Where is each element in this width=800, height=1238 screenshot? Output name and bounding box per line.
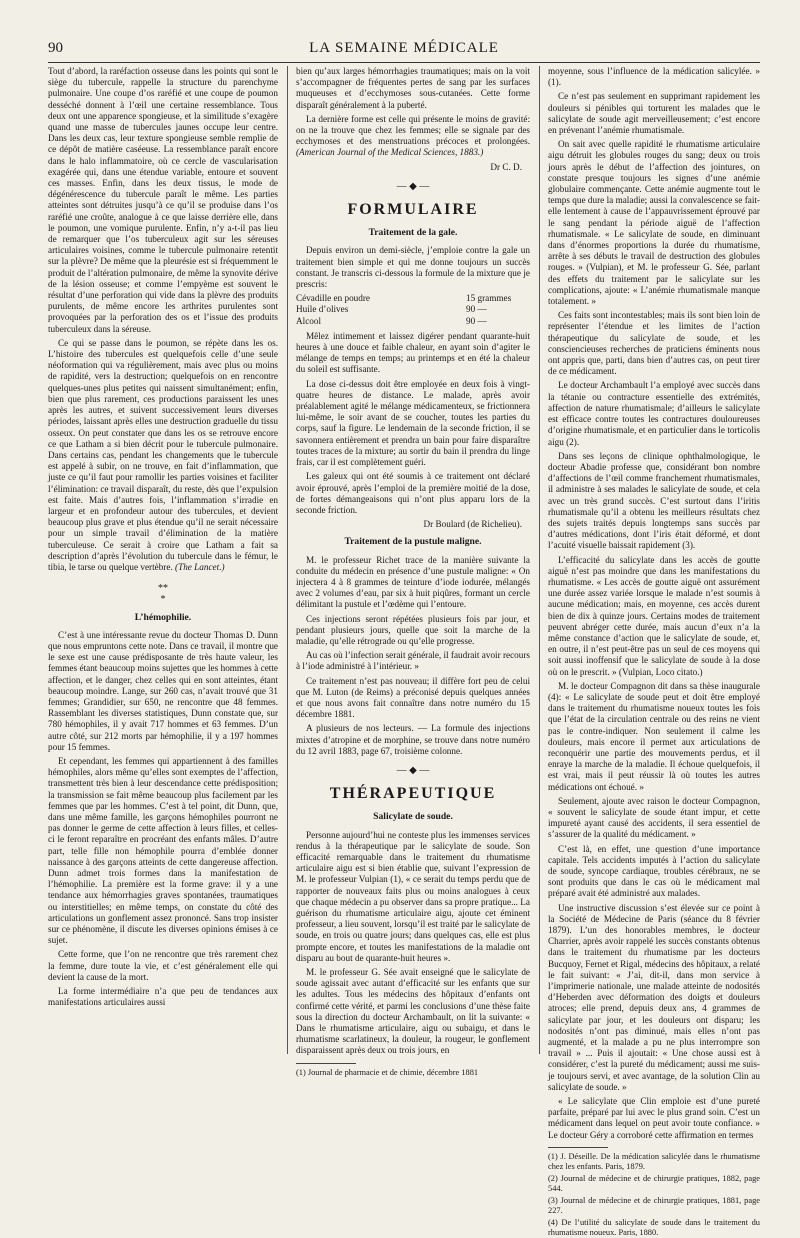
footnote-rule bbox=[548, 1147, 608, 1148]
paragraph: Dans ses leçons de clinique ophthalmologique, le docteur Abadie professe que, considérant bon nombre d’affections de l’œil comme franchement rhumatismales, il administre à ses malades le salicylate de soude, et cela avec un très grand succès. C’est surtout dans l’iritis rhumatismale qu’il a obtenu les meilleurs résultats chez des sujets traités depuis longtemps sans succès par d’autres médications, dont l’iris était déformé, et dont l’acuité visuelle baissait rapidement (3). bbox=[548, 450, 760, 551]
footnote: (4) De l’utilité du salicylate de soude dans le traitement du rhumatisme noueux. Paris, 1880. bbox=[548, 1217, 760, 1237]
paragraph: C’est à une intéressante revue du docteur Thomas D. Dunn que nous empruntons cette note. Dans ce travail, il montre que le sexe est une cause prédisposante de très haute valeur, les femmes étant beaucoup moins sujettes que les hommes à cette affection, et le danger, chez celles qui en sont atteintes, étant beaucoup moindre. Lange, sur 260 cas, n’avait trouvé que 31 femmes; Grandidier, sur 650, ne rencontre que 48 femmes. Rassemblant les diverses statistiques, Dunn constate que, sur 780 hémophiles, il y avait 717 hommes et 63 femmes. D’un autre côté, sur 212 morts par hémophilie, il y a 197 hommes pour 15 femmes. bbox=[48, 629, 278, 752]
source-citation: (The Lancet.) bbox=[175, 561, 225, 572]
recipe-row bbox=[296, 293, 530, 304]
ornament-separator: — ◆ — bbox=[396, 764, 430, 776]
star: * bbox=[158, 583, 163, 595]
paragraph: Ces injections seront répétées plusieurs fois par jour, et pendant plusieurs jours, quelle que soit la marche de la maladie, qu’elle rétrograde ou qu’elle progresse. bbox=[296, 613, 530, 646]
paragraph: M. le professeur Richet trace de la manière suivante la conduite du médecin en présence d’une pustule maligne: « On injectera 4 à 8 grammes de teinture d’iode iodurée, mélangés avec 2 volumes d’eau, par six à huit piqûres, formant un cercle délimitant la pustule et l’œdème qui l’entoure. bbox=[296, 554, 530, 610]
column-divider bbox=[539, 66, 540, 1054]
paragraph: Ce traitement n’est pas nouveau; il diffère fort peu de celui que M. Luton (de Reims) a préconisé depuis quelques années et que nous avons fait connaître dans notre numéro du 15 décembre 1881. bbox=[296, 675, 530, 720]
footnote: (3) Journal de médecine et de chirurgie pratiques, 1881, page 227. bbox=[548, 1195, 760, 1215]
star: * bbox=[163, 583, 168, 595]
paragraph: Les galeux qui ont été soumis à ce traitement ont déclaré avoir éprouvé, après l’emploi de la première moitié de la dose, de fortes démangeaisons qui n’ont plus apparu lors de la seconde friction. bbox=[296, 471, 530, 515]
paragraph bbox=[296, 114, 530, 159]
signature: Dr C. D. bbox=[490, 161, 522, 172]
paragraph: Une instructive discussion s’est élevée sur ce point à la Société de Médecine de Paris (séance du 8 février 1879). L’un des honorables membres, le docteur Charrier, après avoir rappelé les succès constants obtenus dans le traitement du rhumatisme par les docteurs Bucquoy, Fernet et Rigal, médecins des hôpitaux, a relaté le fait suivant: « J’ai, dit-il, dans mon service à l’imprimerie nationale, une malade atteinte de nodosités d’Heberden avec déformation des doigts et douleurs atroces; elle prend, depuis deux ans, 4 grammes de salicylate par jour, et les douleurs ont disparu; les nodosités n’ont pas diminué, mais elles n’ont pas augmenté, et la malade a pu ne plus interrompre son travail » ... Puis il ajoutait: « Une chose aussi est à considérer, c’est la pureté du médicament; aussi me suis-je toujours servi, et avec avantage, de la solution Clin au salicylate de soude. » bbox=[548, 902, 760, 1092]
paragraph: Personne aujourd’hui ne conteste plus les immenses services rendus à la thérapeutique par le salicylate de soude. Son efficacité remarquable dans le traitement du rhumatisme articulaire aigu est si bien établie que, suivant l’expression de M. le professeur Vulpian (1), « ce serait du temps perdu que de rapporter de nouveaux faits plus ou moins analogues à ceux que chaque médecin a pu observer dans sa propre pratique... La guérison du rhumatisme articulaire aigu, ajoute cet éminent professeur, a lieu souvent, lorsqu’il est traité par le salicylate de soude, en trois ou quatre jours; dans quelques cas, elle est plus prompte encore, et toutes les manifestations de la maladie ont disparu au bout de quarante-huit heures ». bbox=[296, 829, 530, 963]
paragraph: Tout d’abord, la raréfaction osseuse dans les points qui sont le siège du tubercule, rappelle la structure du parenchyme pulmonaire. Une coupe d’os raréfié et une coupe de poumon desséché donnent à l’œil une certaine ressemblance. Tous deux ont une apparence spongieuse, et la similitude s’exagère quand une masse de tubercules jaunes occupe leur centre. Dans les deux cas, leur texture spongieuse semble remplie de ce dépôt de matière caséeuse. La ressemblance paraît encore dans le halo inflammatoire, où ce cercle de vascularisation exagérée qui, dans une étendue variable, entoure et souvent ces masses. Enfin, dans les deux tissus, le mode de dégénérescence du tubercule paraît le même. Les parties atteintes sont détruites jusqu’à ce qu’il se produise dans l’os raréfié une croûte, analogue à ce que laisse derrière elle, dans le poumon, une vomique purulente. Enfin, n’y a-t-il pas lieu de remarquer que l’os tuberculeux agit sur les séreuses articulaires voisines, comme le tubercule pulmonaire retentit sur la plèvre? De même que la pleurésie est si fréquemment le produit de l’altération pulmonaire, de même la synovite dérive de la lésion osseuse; et comme l’empyème est souvent le résultat d’une perforation qui vide dans la plèvre des produits purulents, de même encore les arthrites purulentes sont provoquées par la perforation des os et l’issue des produits tuberculeux dans la séreuse. bbox=[48, 66, 278, 334]
paragraph: Ce n’est pas seulement en supprimant rapidement les douleurs si pénibles qui torturent les malades que le salicylate de soude agit merveilleusement; c’est encore en prévenant l’anémie rhumatismale. bbox=[548, 91, 760, 136]
paragraph: C’est là, en effet, une question d’une importance capitale. Tels accidents imputés à l’action du salicylate de soude, syncope cardiaque, troubles cérébraux, ne se sont produits que dans le cas où le médicament mal préparé avait été administré aux malades. bbox=[548, 843, 760, 899]
article-title: Traitement de la pustule maligne. bbox=[344, 536, 482, 548]
column-1 bbox=[48, 66, 278, 1054]
paragraph-text: La dernière forme est celle qui présente le moins de gravité: on ne la trouve que chez les femmes; elle se signale par des ecchymoses et des menstruations précoces et prolongées. bbox=[296, 113, 530, 147]
section-separator bbox=[48, 583, 278, 605]
article-title: Traitement de la gale. bbox=[368, 227, 458, 239]
recipe-list bbox=[296, 293, 530, 327]
journal-title: LA SEMAINE MÉDICALE bbox=[309, 40, 499, 56]
page-header bbox=[48, 40, 760, 62]
paragraph: Mêlez intimement et laissez digérer pendant quarante-huit heures à une douce et faible chaleur, en ayant soin d’agiter le mélange de temps en temps; au printemps et en été la chaleur du soleil est suffisante. bbox=[296, 330, 530, 375]
article-title: L’hémophilie. bbox=[134, 611, 192, 623]
footnote: (1) J. Déseille. De la médication salicylée dans le rhumatisme chez les enfants. Paris, 1879. bbox=[548, 1151, 760, 1171]
article-title: Salicylate de soude. bbox=[373, 811, 453, 823]
paragraph: La forme intermédiaire n’a que peu de tendances aux manifestations articulaires aussi bbox=[48, 986, 278, 1008]
paragraph-text: Ce qui se passe dans le poumon, se répète dans les os. L’histoire des tubercules est quelquefois celle d’une seule néoformation qui va régulièrement, mais avec plus ou moins de rapidité, vers la destruction; quelquefois on en rencontre quelques-unes plus petites qui naissent simultanément; enfin, bien que plus rarement, ces productions paraissent les unes après les autres, et suivent successivement leurs diverses périodes, laissant après elles une destruction graduelle du tissu osseux. On peut constater que dans les os se retrouve encore ce que Latham a si bien décrit pour le tubercule pulmonaire. Dans certains cas, pendant les changements que le tubercule est appelé à subir, on ne trouve, en fait d’inflammation, que juste ce qu’il faut pour ramollir les parties voisines et faciliter l’élimination: ce travail disparaît, du reste, dès que l’expulsion est faite. Mais d’autres fois, l’inflammation s’irradie en largeur et en profondeur autour des tubercules, et devient beaucoup plus grave et plus étendue qu’il ne serait nécessaire pour un simple travail d’élimination de la matière tuberculeuse. Ce serait à croire que Latham a fait sa description d’après l’évolution du tubercule dans le fémur, le tibia, le tarse ou quelque vertèbre. bbox=[48, 337, 278, 572]
paragraph: « Le salicylate que Clin emploie est d’une pureté parfaite, préparé par lui avec le plus grand soin. C’est un médicament dans lequel on peut avoir toute confiance. » Le docteur Géry a corroboré cette affirmation en termes bbox=[548, 1096, 760, 1140]
ornament-separator: — ◆ — bbox=[396, 180, 430, 192]
ingredient: Huile d’olives bbox=[296, 304, 349, 315]
header-rule bbox=[48, 62, 760, 63]
quantity: 15 grammes bbox=[466, 293, 512, 304]
quantity: 90 — bbox=[466, 315, 487, 326]
page-number: 90 bbox=[48, 40, 63, 56]
paragraph: Depuis environ un demi-siècle, j’emploie contre la gale un traitement bien simple et qui me donne toujours un succès constant. Je transcris ci-dessous la formule de la mixture que je prescris: bbox=[296, 245, 530, 290]
footnote: (1) Journal de pharmacie et de chimie, décembre 1881 bbox=[296, 1067, 479, 1077]
star: * bbox=[160, 594, 166, 606]
paragraph: M. le docteur Compagnon dit dans sa thèse inaugurale (4): « Le salicylate de soude peut et doit être employé dans le traitement du rhumatisme noueux toutes les fois que l’état de la circulation centrale ou des reins ne vient pas le contre-indiquer. Non seulement il calme les douleurs, mais encore il permet aux articulations de reconquérir une partie des mouvements perdus, et il enraye la marche de la maladie. Il échoue quelquefois, il est vrai, mais il peut réussir là où toutes les autres médications ont échoué. » bbox=[548, 680, 760, 792]
section-title: FORMULAIRE bbox=[347, 201, 479, 219]
recipe-row bbox=[296, 304, 530, 315]
footnote-rule bbox=[296, 1063, 356, 1064]
paragraph: moyenne, sous l’influence de la médication salicylée. » (1). bbox=[548, 66, 760, 88]
paragraph bbox=[48, 338, 278, 573]
ingredient: Alcool bbox=[296, 315, 322, 326]
paragraph: La dose ci-dessus doit être employée en deux fois à vingt-quatre heures de distance. Le malade, après avoir préalablement agité le mélange médicamenteux, se frictionnera lui-même, le soir avant de se coucher, toutes les parties du corps, sauf la figure. Le lendemain de la seconde friction, il se savonnera entièrement et prendra un bain pour faire disparaître toutes traces de la mixture; au sortir du bain il prendra du linge frais, car il est complètement guéri. bbox=[296, 378, 530, 468]
notice-paragraph: A plusieurs de nos lecteurs. — La formule des injections mixtes d’atropine et de morphine, se trouve dans notre numéro du 12 avril 1883, page 67, troisième colonne. bbox=[296, 723, 530, 756]
ingredient: Cévadille en poudre bbox=[296, 293, 370, 304]
paragraph: M. le professeur G. Sée avait enseigné que le salicylate de soude agissait avec autant d’efficacité sur les enfants que sur les adultes. Tous les médecins des hôpitaux d’enfants ont confirmé cette vérité, et parmi les conclusions d’une thèse faite sous la direction du docteur Archambault, on lit la suivante: « Dans le rhumatisme articulaire, aigu ou subaigu, et dans le rhumatisme scarlatineux, la douleur, la rougeur, le gonflement disparaissent après deux ou trois jours, en bbox=[296, 967, 530, 1056]
paragraph: Seulement, ajoute avec raison le docteur Compagnon, « souvent le salicylate de soude étant impur, et cette impureté ayant causé des accidents, il sera essentiel de s’assurer de la qualité du médicament. » bbox=[548, 795, 760, 840]
paragraph: Cette forme, que l’on ne rencontre que très rarement chez la femme, dure toute la vie, et c’est généralement elle qui devient la cause de la mort. bbox=[48, 949, 278, 982]
paragraph: Et cependant, les femmes qui appartiennent à des familles hémophiles, alors même qu’elles sont exemptes de l’affection, transmettent très bien à leur descendance cette prédisposition; la transmission se fait même beaucoup plus facilement par les femmes que par les hommes. C’est à tel point, dit Dunn, que, dans une même famille, les garçons hémophiles pourront ne pas donner le germe de cette affection à leurs filles, et celles-ci le feront reparaître en procréant des enfants mâles. D’autre part, telle fille non hémophile pourra d’emblée donner naissance à des garçons atteints de cette dangereuse affection. Dunn admet trois formes dans la manifestation de l’hémophilie. La première est la forme grave: il y a une tendance aux hémorrhagies graves spontanées, traumatiques ou interstitielles; en même temps, on constate du côté des articulations un gonflement assez prononcé. Sans trop insister sur ce phénomène, il discute les diverses opinions émises à ce sujet. bbox=[48, 755, 278, 946]
paragraph: On sait avec quelle rapidité le rhumatisme articulaire aigu détruit les globules rouges du sang; deux ou trois jours après le début de l’affection des jointures, on constate presque toujours les signes d’une anémie globulaire commençante. Cette anémie augmente tout le temps que dure la maladie; aussi la convalescence se fait-elle lentement à cause de l’appauvrissement éprouvé par le sang pendant la période aiguë de l’affection rhumatismale. « Le salicylate de soude, en diminuant dans d’énormes proportions la durée du rhumatisme, arrête à ses débuts le travail de destruction des globules rouges. » (Vulpian), et M. le professeur G. Sée, parlant des effets du traitement par le salicylate sur les complications, ajoute: « L’anémie rhumatismale manque totalement. » bbox=[548, 139, 760, 307]
column-2 bbox=[296, 66, 530, 1077]
signature: Dr Boulard (de Richelieu). bbox=[423, 519, 522, 530]
paragraph: L’efficacité du salicylate dans les accès de goutte aiguë n’est pas moindre que dans les manifestations du rhumatisme. « Les accès de goutte aiguë ont assurément une durée assez variée lorsque le malade n’est soumis à aucune médication; mais, en moyenne, ces accès durent bien de dix à quinze jours. Certains modes de traitement peuvent abréger cette durée, mais aucun d’eux n’a la même constance d’action que le salicylate de soude, et, en outre, il n’est peut-être pas un seul de ces moyens qui soit aussi inoffensif que le salicylate de soude à la dose où on le prescrit. » (Vulpian, Loco citato.) bbox=[548, 554, 760, 677]
footnote: (2) Journal de médecine et de chirurgie pratiques, 1882, page 544. bbox=[548, 1173, 760, 1193]
paragraph: Au cas où l’infection serait générale, il faudrait avoir recours à l’iode administré à l’intérieur. » bbox=[296, 650, 530, 672]
recipe-row bbox=[296, 316, 530, 327]
quantity: 90 — bbox=[466, 304, 487, 315]
source-citation: (American Journal of the Medical Sciences, 1883.) bbox=[296, 147, 484, 158]
column-divider bbox=[287, 66, 288, 1054]
column-3 bbox=[548, 66, 760, 1237]
paragraph: Ces faits sont incontestables; mais ils sont bien loin de représenter l’étendue et les limites de l’action thérapeutique du salicylate de soude, et les consciencieuses recherches de praticiens éminents nous ont appris que, parti, dans bien d’autres cas, on peut tirer de ce médicament. bbox=[548, 310, 760, 377]
paragraph: Le docteur Archambault l’a employé avec succès dans la tétanie ou contracture essentielle des extrémités, affection de nature rhumatismale; d’ailleurs le salicylate est efficace contre toutes les contractures douloureuses d’origine rhumatismale, et en particulier dans le torticolis aigu (2). bbox=[548, 380, 760, 447]
paragraph: bien qu’aux larges hémorrhagies traumatiques; mais on la voit s’accompagner de fréquentes pertes de sang par les surfaces muqueuses et d’ecchymoses sous-cutanées. Cette forme disparaît généralement à la puberté. bbox=[296, 66, 530, 110]
section-title: THÉRAPEUTIQUE bbox=[329, 785, 497, 803]
